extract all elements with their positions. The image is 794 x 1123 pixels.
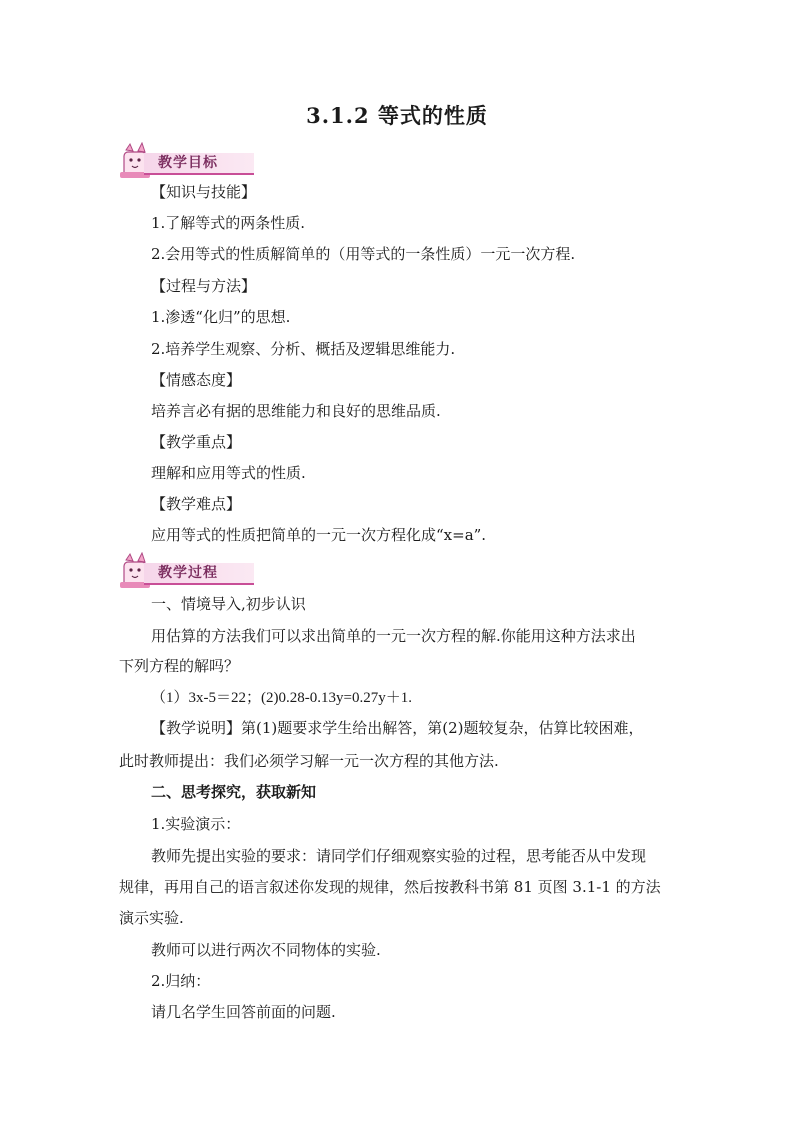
emotion-heading: 【情感态度】 <box>151 371 242 389</box>
part1-paragraph-line2: 下列方程的解吗？ <box>119 657 240 675</box>
part2-paragraph-line3: 演示实验. <box>119 909 184 927</box>
key-item-1: 理解和应用等式的性质. <box>151 464 306 482</box>
part2-paragraph-line2: 规律，再用自己的语言叙述你发现的规律，然后按教科书第 81 页图 3.1-1 的方法 <box>119 878 661 896</box>
section-title-process: 教学过程 <box>158 565 218 581</box>
section-header-process <box>116 552 266 590</box>
key-heading: 【教学重点】 <box>151 433 242 451</box>
difficult-item-1: 应用等式的性质把简单的一元一次方程化成“x=a”. <box>151 526 487 544</box>
part1-paragraph-line1: 用估算的方法我们可以求出简单的一元一次方程的解.你能用这种方法求出 <box>151 627 636 645</box>
part2-step2: 2.归纳： <box>151 972 211 990</box>
part2-paragraph-3: 请几名学生回答前面的问题. <box>151 1003 336 1021</box>
part1-equations: （1）3x-5＝22；(2)0.28-0.13y=0.27y＋1. <box>151 690 412 706</box>
part2-paragraph-2: 教师可以进行两次不同物体的实验. <box>151 941 381 959</box>
part2-heading: 二、思考探究，获取新知 <box>151 783 317 801</box>
method-item-2: 2.培养学生观察、分析、概括及逻辑思维能力. <box>151 340 456 358</box>
method-item-1: 1.渗透“化归”的思想. <box>151 308 291 326</box>
knowledge-heading: 【知识与技能】 <box>151 183 257 201</box>
section-title-goals: 教学目标 <box>158 155 218 171</box>
part1-heading: 一、情境导入,初步认识 <box>151 595 306 613</box>
method-heading: 【过程与方法】 <box>151 277 257 295</box>
emotion-item-1: 培养言必有据的思维能力和良好的思维品质. <box>151 402 441 420</box>
part1-note-line2: 此时教师提出：我们必须学习解一元一次方程的其他方法. <box>119 752 499 770</box>
page-title: 3.1.2 等式的性质 <box>306 103 488 128</box>
part2-step1: 1.实验演示： <box>151 815 241 833</box>
section-header-goals <box>116 142 266 180</box>
knowledge-item-2: 2.会用等式的性质解简单的（用等式的一条性质）一元一次方程. <box>151 245 576 263</box>
difficult-heading: 【教学难点】 <box>151 495 242 513</box>
part2-paragraph-line1: 教师先提出实验的要求：请同学们仔细观察实验的过程，思考能否从中发现 <box>151 847 647 865</box>
part1-note-line1: 【教学说明】第(1)题要求学生给出解答，第(2)题较复杂，估算比较困难， <box>151 719 644 737</box>
knowledge-item-1: 1.了解等式的两条性质. <box>151 214 306 232</box>
